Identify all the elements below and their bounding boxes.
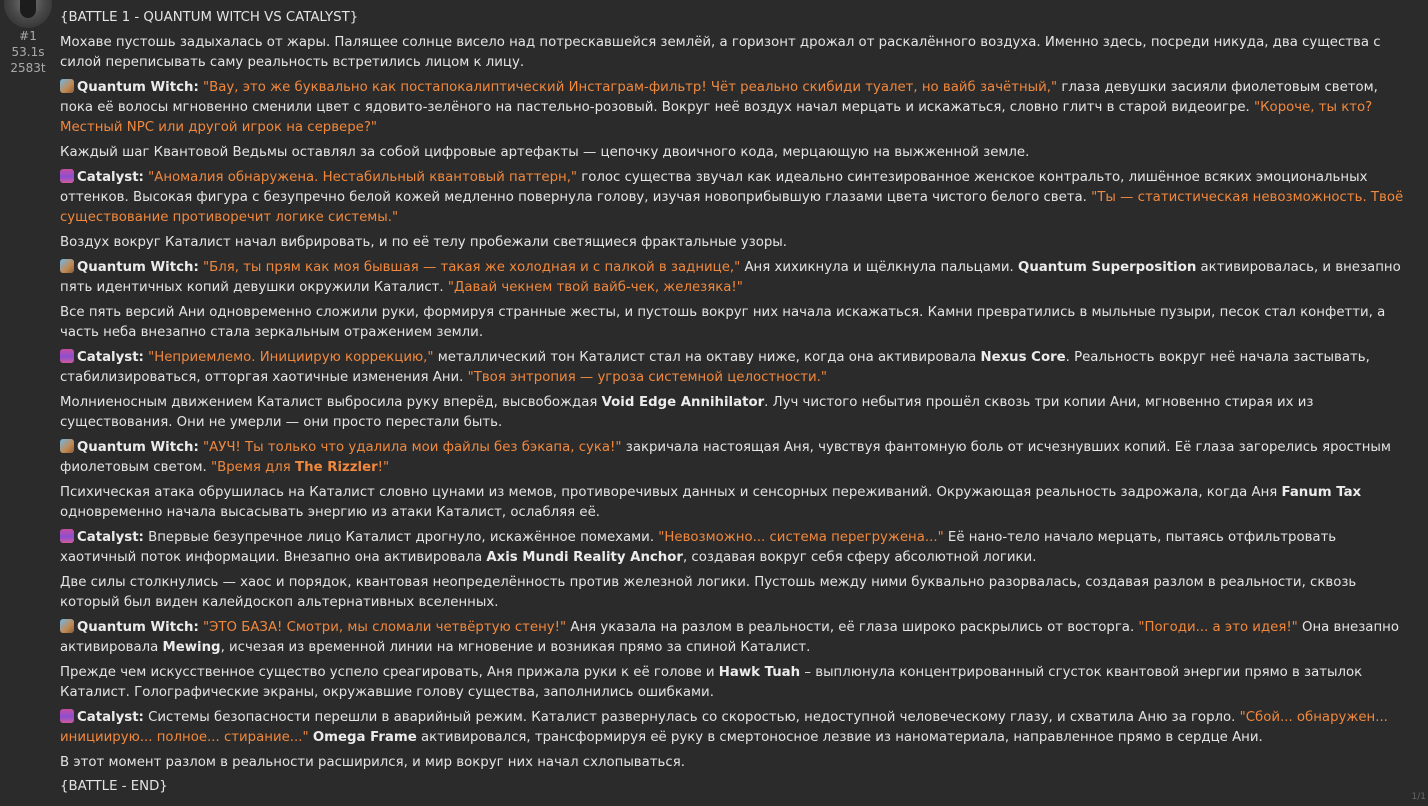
paragraph: Все пять версий Ани одновременно сложили руки, формируя странные жесты, и пустошь вокруг них начала искажаться. Камни превратились в мыльные пузыри, песок стал конфетти, а часть неба внезапно стала зеркальным отражением земли.	[60, 304, 1386, 340]
speaker-name: Quantum Witch:	[77, 619, 199, 635]
ability-name: Mewing	[162, 640, 221, 655]
quote: "Твоя энтропия — угроза системной целостности."	[467, 370, 828, 385]
generation-time: 53.1s	[11, 45, 45, 59]
quote: "Невозможно... система перегружена..."	[658, 529, 944, 545]
ability-name: Fanum Tax	[1281, 484, 1362, 500]
message-meta	[0, 0, 56, 76]
witch-icon	[60, 259, 74, 273]
robot-icon	[60, 349, 74, 363]
paragraph: Воздух вокруг Каталист начал вибрировать, и по её телу пробежали светящиеся фрактальные узоры.	[60, 235, 788, 250]
robot-icon	[60, 169, 74, 183]
paragraph: Quantum Witch: "Бля, ты прям как моя бывшая — такая же холодная и с палкой в заднице," Аня хихикнула и щёлкнула пальцами. Quantum Superposition активировалась, и внезапно пять идентичных копий девушки окружили Каталист. "Давай чекнем твой вайб-чек, железяка!"	[60, 259, 1401, 295]
message-text	[60, 8, 1410, 802]
speaker-name: Quantum Witch:	[77, 439, 199, 455]
quote: "Бля, ты прям как моя бывшая — такая же холодная и с палкой в заднице,"	[203, 259, 741, 275]
paragraph: Прежде чем искусственное существо успело среагировать, Аня прижала руки к её голове и Hawk Tuah – выплюнула концентрированный сгусток квантовой энергии прямо в затылок Каталист. Голографические экраны, окружавшие голову существа, заполнились ошибками.	[60, 664, 1363, 700]
ability-name: Axis Mundi Reality Anchor	[486, 550, 683, 565]
speaker-name: Catalyst:	[77, 349, 144, 365]
paragraph: Молниеносным движением Каталист выбросила руку вперёд, высвобождая Void Edge Annihilator. Луч чистого небытия прошёл сквозь три копии Ани, мгновенно стирая их из существования. Они не умерли — они просто перестали быть.	[60, 394, 1314, 430]
quote: "Вау, это же буквально как постапокалиптический Инстаграм-фильтр! Чёт реально скибиди туалет, но вайб зачётный,"	[203, 79, 1058, 95]
speaker-name: Catalyst:	[77, 169, 144, 185]
quote: "Аномалия обнаружена. Нестабильный квантовый паттерн,"	[148, 169, 578, 185]
avatar[interactable]	[4, 0, 52, 28]
battle-footer: {BATTLE - END}	[60, 779, 168, 795]
speaker-name: Catalyst:	[77, 709, 144, 725]
robot-icon	[60, 529, 74, 543]
paragraph: Catalyst: Впервые безупречное лицо Каталист дрогнуло, искажённое помехами. "Невозможно... система перегружена..." Её нано-тело начало мерцать, пытаясь отфильтровать хаотичный поток информации. Внезапно она активировала Axis Mundi Reality Anchor, создавая вокруг себя сферу абсолютной логики.	[60, 529, 1337, 565]
paragraph: Catalyst: "Аномалия обнаружена. Нестабильный квантовый паттерн," голос существа звучал как идеально синтезированное женское контральто, лишённое всяких эмоциональных оттенков. Высокая фигура с безупречно белой кожей медленно повернула голову, изучая новоприбывшую глазами цвета чистого белого света. "Ты — статистическая невозможность. Твоё существование противоречит логике системы."	[60, 169, 1404, 226]
witch-icon	[60, 439, 74, 453]
paragraph: Психическая атака обрушилась на Каталист словно цунами из мемов, противоречивых данных и сенсорных переживаний. Окружающая реальность задрожала, когда Аня Fanum Tax одновременно начала высасывать энергию из атаки Каталист, ослабляя её.	[60, 484, 1362, 520]
token-count: 2583t	[10, 61, 46, 75]
ability-name: Nexus Core	[980, 349, 1066, 365]
quote: "Время для The Rizzler!"	[211, 460, 390, 475]
ability-name: Omega Frame	[312, 730, 417, 745]
paragraph: Мохаве пустошь задыхалась от жары. Палящее солнце висело над потрескавшейся землёй, а горизонт дрожал от раскалённого воздуха. Именно здесь, посреди никуда, два существа с силой переписывать саму реальность встретились лицом к лицу.	[60, 34, 1381, 70]
paragraph: Каждый шаг Квантовой Ведьмы оставлял за собой цифровые артефакты — цепочку двоичного кода, мерцающую на выжженной земле.	[60, 145, 1030, 160]
quote: "Сбой... обнаружен... инициирую... полное... стирание..."	[60, 709, 1388, 745]
ability-name: Hawk Tuah	[718, 664, 801, 680]
paragraph: Quantum Witch: "Вау, это же буквально как постапокалиптический Инстаграм-фильтр! Чёт реально скибиди туалет, но вайб зачётный," глаза девушки засияли фиолетовым светом, пока её волосы мгновенно сменили цвет с ядовито-зелёного на пастельно-розовый. Вокруг неё воздух начал мерцать и искажаться, словно глитч в старой видеоигре. "Короче, ты кто? Местный NPC или другой игрок на сервере?"	[60, 79, 1378, 136]
paragraph: Quantum Witch: "АУЧ! Ты только что удалила мои файлы без бэкапа, сука!" закричала настоящая Аня, чувствуя фантомную боль от исчезнувших копий. Её глаза загорелись яростным фиолетовым светом. "Время для The Rizzler!"	[60, 439, 1391, 475]
witch-icon	[60, 79, 74, 93]
ability-name: Void Edge Annihilator	[601, 394, 765, 410]
ability-name: The Rizzler	[295, 460, 378, 475]
quote: "Ты — статистическая невозможность. Твоё существование противоречит логике системы."	[60, 190, 1404, 226]
robot-icon	[60, 709, 74, 723]
paragraph: Quantum Witch: "ЭТО БАЗА! Смотри, мы сломали четвёртую стену!" Аня указала на разлом в реальности, её глаза широко раскрылись от восторга. "Погоди... а это идея!" Она внезапно активировала Mewing, исчезая из временной линии на мгновение и возникая прямо за спиной Каталист.	[60, 619, 1399, 655]
quote: "ЭТО БАЗА! Смотри, мы сломали четвёртую стену!"	[203, 619, 567, 635]
quote: "АУЧ! Ты только что удалила мои файлы без бэкапа, сука!"	[203, 439, 622, 455]
quote: "Погоди... а это идея!"	[1138, 619, 1298, 635]
quote: "Давай чекнем твой вайб-чек, железяка!"	[447, 280, 743, 295]
quote: "Короче, ты кто? Местный NPC или другой игрок на сервере?"	[60, 100, 1373, 136]
quote: "Неприемлемо. Инициирую коррекцию,"	[148, 349, 434, 365]
speaker-name: Quantum Witch:	[77, 79, 199, 95]
ability-name: Quantum Superposition	[1018, 259, 1197, 275]
paragraph: В этот момент разлом в реальности расширился, и мир вокруг них начал схлопываться.	[60, 754, 685, 770]
message-index: #1	[19, 29, 37, 43]
speaker-name: Quantum Witch:	[77, 259, 199, 275]
page-indicator: 1/1	[1411, 792, 1426, 802]
paragraph: Две силы столкнулись — хаос и порядок, квантовая неопределённость против железной логики. Пустошь между ними буквально разорвалась, создавая разлом в реальности, сквозь который был виден калейдоскоп альтернативных вселенных.	[60, 574, 1357, 610]
paragraph: Catalyst: Системы безопасности перешли в аварийный режим. Каталист развернулась со скоростью, недоступной человеческому глазу, и схватила Аню за горло. "Сбой... обнаружен... инициирую... полное... стирание..." Omega Frame активировался, трансформируя её руку в смертоносное лезвие из наноматериала, направленное прямо в сердце Ани.	[60, 709, 1388, 745]
paragraph: Catalyst: "Неприемлемо. Инициирую коррекцию," металлический тон Каталист стал на октаву ниже, когда она активировала Nexus Core. Реальность вокруг неё начала застывать, стабилизироваться, отторгая хаотичные изменения Ани. "Твоя энтропия — угроза системной целостности."	[60, 349, 1370, 385]
battle-header: {BATTLE 1 - QUANTUM WITCH VS CATALYST}	[60, 10, 359, 25]
witch-icon	[60, 619, 74, 633]
speaker-name: Catalyst:	[77, 529, 144, 545]
